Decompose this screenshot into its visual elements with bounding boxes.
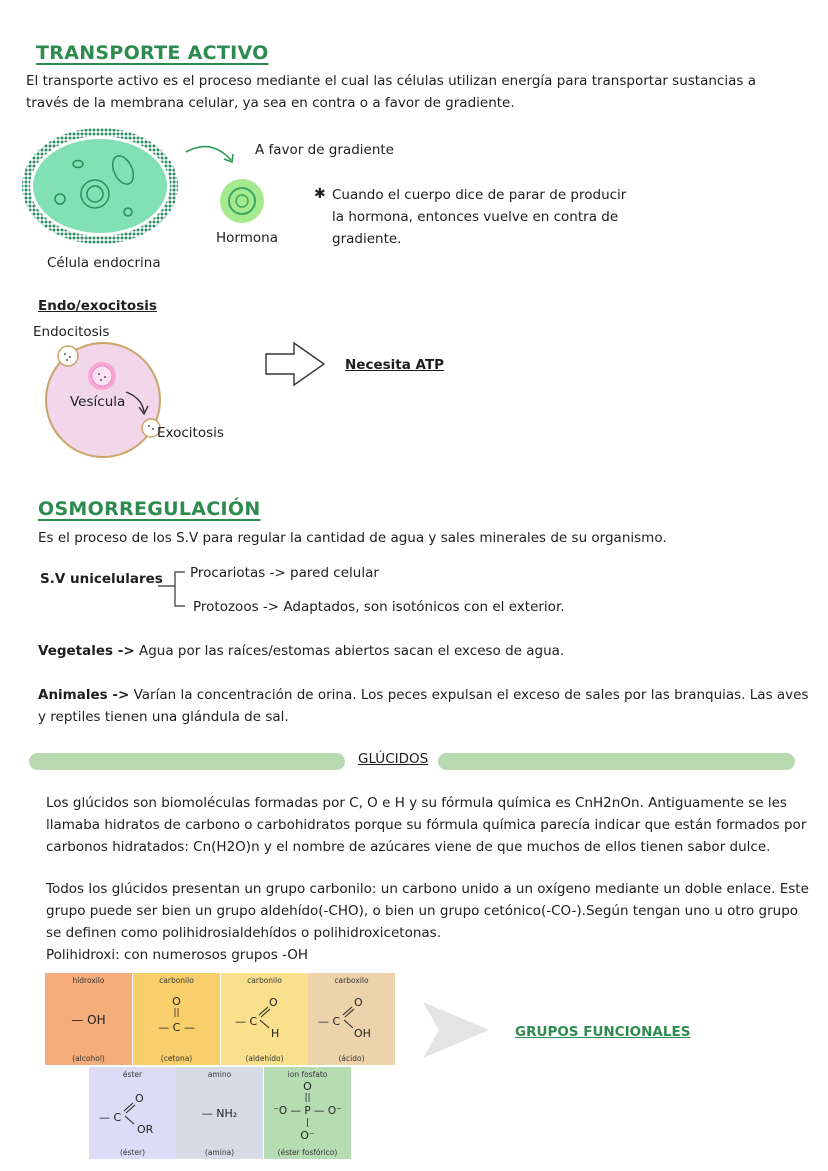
glucidos-title: GLÚCIDOS [358, 751, 429, 767]
fg-title: éster [122, 1070, 143, 1079]
fg-phos-mid: ⁻O — P — O⁻ [273, 1105, 342, 1117]
vegetales-line [38, 643, 564, 659]
fg-ester-o: O [135, 1092, 144, 1105]
fg-formula-amine: — NH₂ [201, 1107, 238, 1120]
vegetales-text: Agua por las raíces/estomas abiertos sacan el exceso de agua. [134, 643, 565, 659]
endocrine-cell-illustration [20, 124, 185, 254]
transporte-intro-line1: El transporte activo es el proceso mediante el cual las células utilizan energía para transportar sustancias a [26, 73, 756, 89]
fg-title: ion fosfato [287, 1070, 328, 1079]
favor-gradiente-label: A favor de gradiente [255, 142, 394, 158]
bracket-icon [158, 566, 190, 614]
fg-carbonilo-aldehido [221, 973, 308, 1065]
fg-acid-oh: OH [354, 1027, 371, 1040]
fg-ald-c: — C [235, 1015, 258, 1028]
fg-phos-single: | [305, 1118, 310, 1128]
note-line3: gradiente. [332, 231, 402, 247]
fg-title: hidroxilo [72, 976, 105, 985]
glucidos-p1-l3: carbonos hidratados: Cn(H2O)n y el nombre de azúcares viene de que muchos de ellos tienen sabor dulce. [46, 839, 771, 855]
fg-formula-oh: — OH [71, 1013, 106, 1027]
osmo-title: OSMORREGULACIÓN [38, 498, 261, 520]
glucidos-p1-l1: Los glúcidos son biomoléculas formadas por C, O e H y su fórmula química es CnH2nOn. Antiguamente se les [46, 795, 787, 811]
fg-acid-bonds [341, 1003, 357, 1033]
divider-pill-right [438, 753, 795, 770]
fg-footer: (ácido) [338, 1054, 365, 1063]
fg-phos-o-bot: O⁻ [300, 1129, 315, 1142]
glucidos-p2-l3: se definen como polihidrosialdehídos o polihidroxicetonas. [46, 925, 441, 941]
grupos-funcionales-label: GRUPOS FUNCIONALES [515, 1024, 691, 1040]
celula-endocrina-label: Célula endocrina [47, 255, 161, 271]
glucidos-p1-l2: llamaba hidratos de carbono o carbohidratos porque su fórmula química parecía indicar que están formados por [46, 817, 807, 833]
protozoos-text: Protozoos -> Adaptados, son isotónicos con el exterior. [193, 599, 565, 615]
fg-hidroxilo [45, 973, 132, 1065]
fg-ester-or: OR [137, 1123, 154, 1136]
fg-title: carbonilo [159, 976, 194, 985]
fg-carbonilo-cetona [133, 973, 220, 1065]
divider-pill-left [29, 753, 345, 770]
fg-footer: (amina) [204, 1148, 235, 1157]
sv-unicelulares-label: S.V unicelulares [40, 571, 163, 587]
transporte-title: TRANSPORTE ACTIVO [36, 42, 269, 64]
fg-footer: (aldehído) [245, 1054, 284, 1063]
hormona-label: Hormona [216, 230, 278, 246]
procariotas-text: Procariotas -> pared celular [190, 565, 379, 581]
fg-ald-h: H [271, 1027, 280, 1040]
fg-ester [89, 1067, 176, 1159]
fg-ketone-dbl: || [173, 1008, 180, 1018]
outline-arrow-icon [264, 340, 328, 388]
fg-footer: (éster) [119, 1148, 145, 1157]
chevron-arrow-icon [423, 1000, 493, 1060]
fg-acid-c: — C [318, 1015, 341, 1028]
osmo-intro: Es el proceso de los S.V para regular la cantidad de agua y sales minerales de su organismo. [38, 530, 667, 546]
hormone-icon [218, 177, 266, 225]
fg-footer: (cetona) [160, 1054, 193, 1063]
fg-phos-dbl: || [304, 1093, 311, 1103]
fg-title: carbonilo [247, 976, 282, 985]
endocitosis-label: Endocitosis [33, 324, 110, 340]
asterisk-icon: ✱ [314, 186, 326, 202]
note-line2: la hormona, entonces vuelve en contra de [332, 209, 619, 225]
fg-ketone-o: O [172, 995, 181, 1008]
fg-ester-c: — C [99, 1111, 122, 1124]
fg-ald-bonds [257, 1003, 273, 1033]
necesita-atp-label: Necesita ATP [345, 357, 445, 373]
glucidos-p3: Polihidroxi: con numerosos grupos -OH [46, 947, 309, 963]
animales-text1: Varían la concentración de orina. Los peces expulsan el exceso de sales por las branquias. Las aves [129, 687, 809, 703]
fg-ketone-c: — C — [158, 1021, 195, 1034]
animales-line1 [38, 684, 809, 706]
endo-exocitosis-title: Endo/exocitosis [38, 298, 157, 314]
fg-footer: (éster fosfórico) [277, 1148, 338, 1157]
fg-phos-o-top: O [303, 1080, 312, 1093]
animales-text2: y reptiles tienen una glándula de sal. [38, 709, 289, 725]
fg-carboxilo [308, 973, 395, 1065]
vesicula-label: Vesícula [70, 394, 126, 410]
glucidos-p2-l1: Todos los glúcidos presentan un grupo carbonilo: un carbono unido a un oxígeno mediante un doble enlace. Este [46, 881, 809, 897]
fg-fosfato [264, 1067, 351, 1159]
fg-title: carboxilo [334, 976, 369, 985]
fg-title: amino [207, 1070, 232, 1079]
fg-acid-o: O [354, 996, 363, 1009]
exocitosis-label: Exocitosis [157, 425, 224, 441]
glucidos-p2-l2: grupo puede ser bien un grupo aldehído(-CHO), o bien un grupo cetónico(-CO-).Según tengan uno u otro grupo [46, 903, 799, 919]
curved-arrow-icon [183, 140, 243, 170]
fg-ester-bonds [122, 1099, 138, 1129]
note-line1: Cuando el cuerpo dice de parar de producir [332, 187, 627, 203]
fg-ald-o: O [269, 996, 278, 1009]
fg-amino [176, 1067, 263, 1159]
animales-label: Animales -> [38, 687, 130, 703]
fg-footer: (alcohol) [72, 1054, 105, 1063]
vegetales-label: Vegetales -> [38, 643, 135, 659]
transporte-intro-line2: través de la membrana celular, ya sea en contra o a favor de gradiente. [26, 95, 515, 111]
